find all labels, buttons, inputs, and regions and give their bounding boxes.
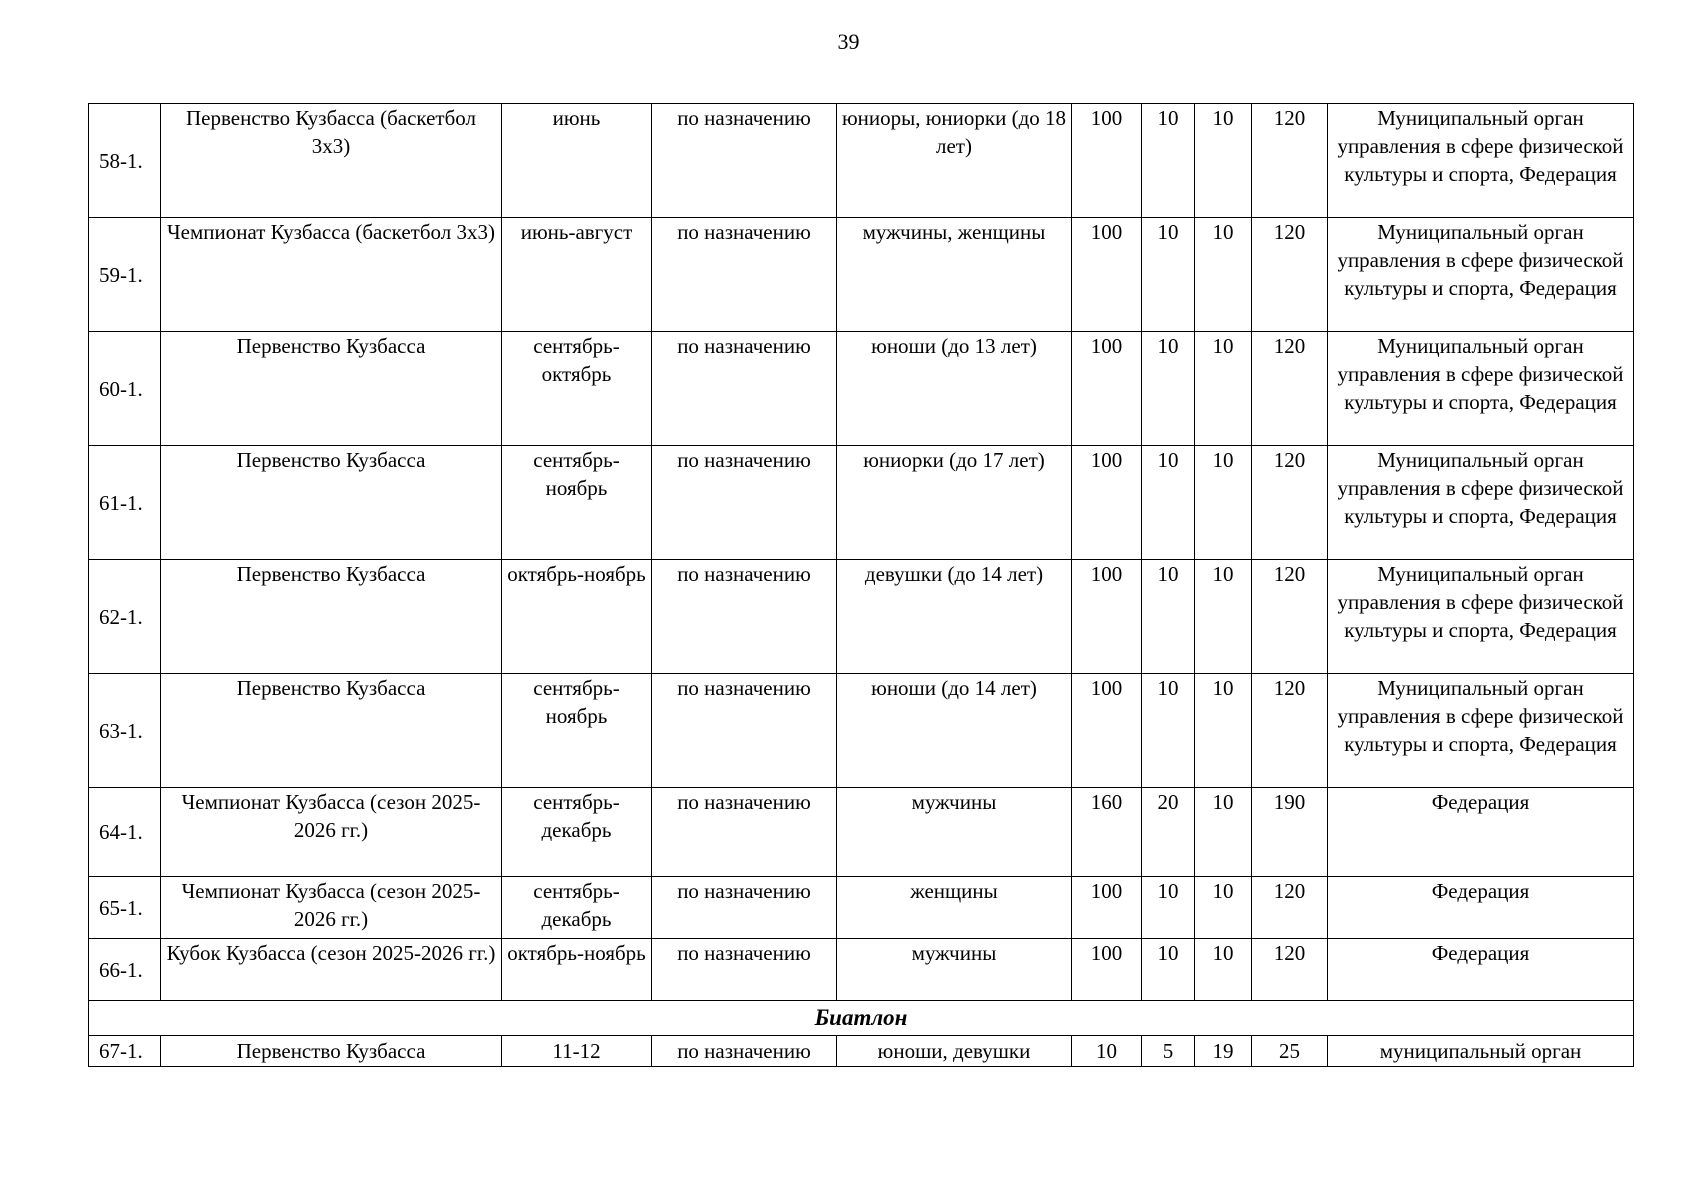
row-number: 58-1.: [89, 104, 161, 218]
count-1: 10: [1072, 1036, 1142, 1067]
section-title: Биатлон: [89, 1001, 1634, 1036]
event-category: мужчины: [837, 939, 1072, 1001]
event-category: юноши (до 13 лет): [837, 332, 1072, 446]
event-name: Первенство Кузбасса (баскетбол 3х3): [161, 104, 502, 218]
count-3: 10: [1195, 877, 1252, 939]
event-period: сентябрь-ноябрь: [502, 446, 652, 560]
event-period: сентябрь-декабрь: [502, 788, 652, 877]
count-3: 10: [1195, 560, 1252, 674]
table-row: [89, 1036, 1634, 1067]
event-name: Чемпионат Кузбасса (сезон 2025-2026 гг.): [161, 877, 502, 939]
event-organizer: Муниципальный орган управления в сфере физической культуры и спорта, Федерация: [1328, 560, 1634, 674]
count-2: 10: [1142, 218, 1195, 332]
event-period: июнь-август: [502, 218, 652, 332]
event-organizer: Муниципальный орган управления в сфере физической культуры и спорта, Федерация: [1328, 446, 1634, 560]
count-total: 120: [1252, 560, 1328, 674]
count-total: 120: [1252, 446, 1328, 560]
event-selection: по назначению: [652, 1036, 837, 1067]
event-category: юниорки (до 17 лет): [837, 446, 1072, 560]
count-3: 10: [1195, 939, 1252, 1001]
event-category: юноши (до 14 лет): [837, 674, 1072, 788]
event-category: юноши, девушки: [837, 1036, 1072, 1067]
event-organizer: Федерация: [1328, 788, 1634, 877]
event-selection: по назначению: [652, 446, 837, 560]
table-row: [89, 939, 1634, 1001]
count-3: 10: [1195, 104, 1252, 218]
event-category: мужчины: [837, 788, 1072, 877]
count-2: 10: [1142, 446, 1195, 560]
count-total: 25: [1252, 1036, 1328, 1067]
event-organizer: Муниципальный орган управления в сфере физической культуры и спорта, Федерация: [1328, 104, 1634, 218]
count-total: 120: [1252, 104, 1328, 218]
row-number: 59-1.: [89, 218, 161, 332]
section-header-row: [89, 1001, 1634, 1036]
event-selection: по назначению: [652, 218, 837, 332]
count-1: 100: [1072, 332, 1142, 446]
event-organizer: муниципальный орган: [1328, 1036, 1634, 1067]
event-name: Чемпионат Кузбасса (сезон 2025-2026 гг.): [161, 788, 502, 877]
event-selection: по назначению: [652, 560, 837, 674]
count-2: 10: [1142, 877, 1195, 939]
row-number: 63-1.: [89, 674, 161, 788]
count-total: 120: [1252, 877, 1328, 939]
count-total: 190: [1252, 788, 1328, 877]
count-2: 10: [1142, 332, 1195, 446]
count-2: 10: [1142, 674, 1195, 788]
row-number: 65-1.: [89, 877, 161, 939]
event-category: девушки (до 14 лет): [837, 560, 1072, 674]
event-category: юниоры, юниорки (до 18 лет): [837, 104, 1072, 218]
count-3: 19: [1195, 1036, 1252, 1067]
event-selection: по назначению: [652, 788, 837, 877]
count-1: 100: [1072, 104, 1142, 218]
table-row: [89, 104, 1634, 218]
event-name: Первенство Кузбасса: [161, 560, 502, 674]
event-organizer: Федерация: [1328, 939, 1634, 1001]
row-number: 60-1.: [89, 332, 161, 446]
row-number: 62-1.: [89, 560, 161, 674]
row-number: 66-1.: [89, 939, 161, 1001]
event-organizer: Муниципальный орган управления в сфере физической культуры и спорта, Федерация: [1328, 674, 1634, 788]
event-name: Первенство Кузбасса: [161, 1036, 502, 1067]
event-period: июнь: [502, 104, 652, 218]
count-1: 100: [1072, 560, 1142, 674]
events-table: [88, 103, 1634, 1067]
count-2: 20: [1142, 788, 1195, 877]
event-period: сентябрь-декабрь: [502, 877, 652, 939]
event-selection: по назначению: [652, 939, 837, 1001]
event-name: Первенство Кузбасса: [161, 332, 502, 446]
count-1: 100: [1072, 446, 1142, 560]
event-selection: по назначению: [652, 877, 837, 939]
count-3: 10: [1195, 218, 1252, 332]
table-row: [89, 218, 1634, 332]
event-period: сентябрь-октябрь: [502, 332, 652, 446]
table-row: [89, 674, 1634, 788]
count-3: 10: [1195, 332, 1252, 446]
count-2: 10: [1142, 939, 1195, 1001]
event-name: Кубок Кузбасса (сезон 2025-2026 гг.): [161, 939, 502, 1001]
event-organizer: Муниципальный орган управления в сфере физической культуры и спорта, Федерация: [1328, 332, 1634, 446]
count-2: 10: [1142, 104, 1195, 218]
count-3: 10: [1195, 788, 1252, 877]
row-number: 67-1.: [89, 1036, 161, 1067]
event-name: Чемпионат Кузбасса (баскетбол 3х3): [161, 218, 502, 332]
event-selection: по назначению: [652, 674, 837, 788]
count-1: 100: [1072, 877, 1142, 939]
count-3: 10: [1195, 446, 1252, 560]
row-number: 64-1.: [89, 788, 161, 877]
count-1: 160: [1072, 788, 1142, 877]
count-1: 100: [1072, 939, 1142, 1001]
count-2: 5: [1142, 1036, 1195, 1067]
event-name: Первенство Кузбасса: [161, 446, 502, 560]
event-category: женщины: [837, 877, 1072, 939]
table-row: [89, 877, 1634, 939]
count-total: 120: [1252, 674, 1328, 788]
event-name: Первенство Кузбасса: [161, 674, 502, 788]
count-total: 120: [1252, 939, 1328, 1001]
table-row: [89, 332, 1634, 446]
event-organizer: Федерация: [1328, 877, 1634, 939]
count-3: 10: [1195, 674, 1252, 788]
count-1: 100: [1072, 674, 1142, 788]
count-1: 100: [1072, 218, 1142, 332]
event-period: октябрь-ноябрь: [502, 939, 652, 1001]
event-period: 11-12: [502, 1036, 652, 1067]
count-2: 10: [1142, 560, 1195, 674]
event-period: сентябрь-ноябрь: [502, 674, 652, 788]
count-total: 120: [1252, 218, 1328, 332]
table-row: [89, 788, 1634, 877]
event-category: мужчины, женщины: [837, 218, 1072, 332]
count-total: 120: [1252, 332, 1328, 446]
event-period: октябрь-ноябрь: [502, 560, 652, 674]
table-row: [89, 560, 1634, 674]
row-number: 61-1.: [89, 446, 161, 560]
table-row: [89, 446, 1634, 560]
event-selection: по назначению: [652, 332, 837, 446]
event-selection: по назначению: [652, 104, 837, 218]
event-organizer: Муниципальный орган управления в сфере физической культуры и спорта, Федерация: [1328, 218, 1634, 332]
page-number: 39: [837, 29, 860, 54]
